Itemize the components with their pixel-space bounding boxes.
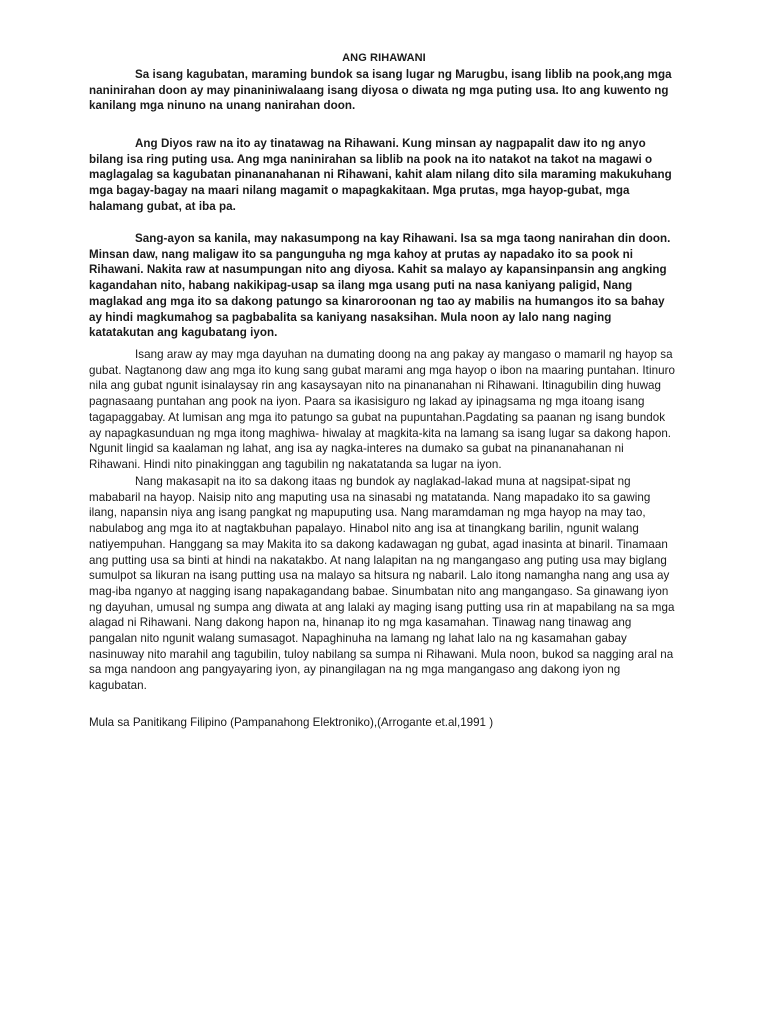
document-title: ANG RIHAWANI	[342, 52, 426, 64]
paragraph-2: Ang Diyos raw na ito ay tinatawag na Rihawani. Kung minsan ay nagpapalit daw ito ng anyo bilang isa ring puting usa. Ang mga naninirahan sa liblib na pook na ito natakot na takot na magawi o maglagalag sa kagubatan pinananahanan ni Rihawani, kahit alam nilang dito sila maraming makukuhang mga bagay-bagay na maari nilang magamit o mapagkakitaan. Mga prutas, mga hayop-gubat, mga halamang gubat, at iba pa.	[89, 137, 672, 213]
paragraph-1: Sa isang kagubatan, maraming bundok sa isang lugar ng Marugbu, isang liblib na pook,ang mga naninirahan doon ay may pinaniniwalaang isang diyosa o diwata ng mga puting usa. Ito ang kuwento ng kanilang mga ninuno na unang nanirahan doon.	[89, 68, 672, 113]
paragraph-3: Sang-ayon sa kanila, may nakasumpong na kay Rihawani. Isa sa mga taong nanirahan din doon. Minsan daw, nang maligaw ito sa pangunguha ng mga kahoy at prutas ay napadako ito sa pook ni Rihawani. Nakita raw at nasumpungan nito ang diyosa. Kahit sa malayo ay kapansinpansin ang angking kagandahan nito, habang nakikipag-usap sa ilang mga usang puti na nasa kaniyang paligid, Nang maglakad ang mga ito sa dakong patungo sa kinaroroonan ng tao ay mabilis na humangos ito sa bahay ay hindi magkumahog sa pagbabalita sa kaniyang nasaksihan. Mula noon ay lalo nang naging katatakutan ang kagubatang iyon.	[89, 232, 671, 340]
source-citation: Mula sa Panitikang Filipino (Pampanahong Elektroniko),(Arrogante et.al,1991 )	[89, 716, 494, 729]
paragraph-4: Isang araw ay may mga dayuhan na dumating doong na ang pakay ay mangaso o mamaril ng hayop sa gubat. Nagtanong daw ang mga ito kung sang gubat marami ang mga hayop o ibon na maaring puntahan. Itinuro nila ang gubat ngunit isinalaysay rin ang kasaysayan nito na pinananahan ni Rihawani. Itinagubilin ding huwag pagnasaang puntahan ang pook na iyon. Paara sa ikasisiguro ng lakad ay ipinagsama ng mga itoang isang tagapaggabay. At lumisan ang mga ito patungo sa gubat na pupuntahan.Pagdating sa paanan ng isang bundok ay napagkasunduan ng mga itong maghiwa- hiwalay at magkita-kita na lamang sa isang lugar sa dakong hapon. Ngunit lingid sa kaalaman ng lahat, ang isa ay nagka-interes na dumako sa gubat na pinananahanan ni Rihawani. Hindi nito pinakinggan ang tagubilin ng nakatatanda sa lugar na iyon.	[89, 348, 675, 471]
paragraph-5: Nang makasapit na ito sa dakong itaas ng bundok ay naglakad-lakad muna at nagsipat-sipat ng mababaril na hayop. Naisip nito ang maputing usa na sinasabi ng matatanda. Nang mapadako ito sa gawing ilang, napansin niya ang isang pangkat ng mapuputing usa. Nang maramdaman ng mga hayop na may tao, nabulabog ang mga ito at nagtakbuhan papalayo. Hinabol nito ang isa at tinangkang barilin, ngunit walang natiyempuhan. Hanggang sa may Makita ito sa dakong kadawagan ng gubat, agad inasinta at binaril. Tinamaan ang putting usa sa binti at hindi na nakatakbo. At nang lalapitan na ng mangangaso ang puting usa may biglang sumulpot sa likuran na isang putting usa na malayo sa hitsura ng nabaril. Lalo itong namangha nang ang usa ay mag-iba nganyo at nagging isang napakagandang babae. Sinumbatan nito ang mangangaso. Sa ginawang iyon ng dayuhan, umusal ng sumpa ang diwata at ang lalaki ay maging isang putting usa rin at mapabilang na sa mga alagad ni Rihawani. Nang dakong hapon na, hinanap ito ng mga kasamahan. Tinawag nang tinawag ang pangalan nito ngunit walang sumasagot. Napaghinuha na lamang ng lahat lalo na ng kasamahan gabay nasinuway nito marahil ang tagubilin, tuloy nabilang sa sumpa ni Rihawani. Mula noon, bukod sa nagging aral na sa mga nandoon ang pangyayaring iyon, ay pinangilagan na ng mga mangangaso ang dakong iyon ng kagubatan.	[89, 475, 675, 693]
